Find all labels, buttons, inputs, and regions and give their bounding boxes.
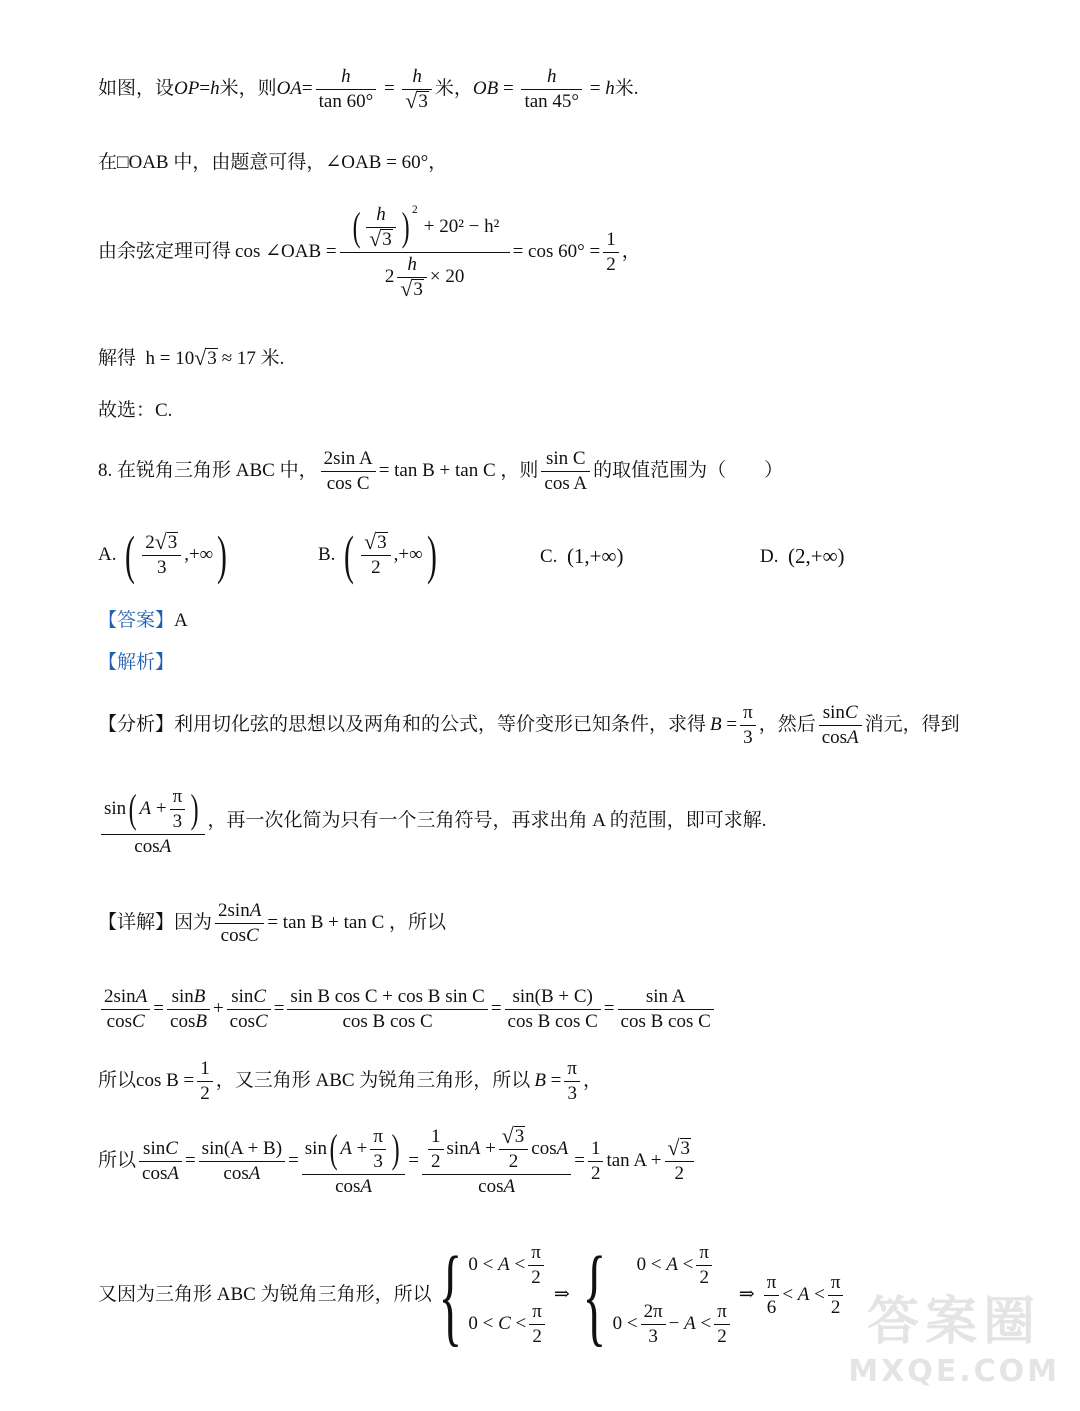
text: 因为	[174, 911, 213, 933]
math-var: OP	[174, 77, 200, 99]
watermark-en: MXQE.COM	[848, 1354, 1060, 1389]
math-expr: h = 10	[145, 348, 195, 369]
detail-label: 【详解】	[98, 911, 175, 933]
detail-equation-chain: 2sin A cos C = sin B cos B + sin C cos C = $\frac{\text{sin B cos C + cos B sin C}}{\text{cos B cos C}}$ = $\frac{\sin(B + C)}{\text{cos B cos C}}$ = $\frac{\text{sin A}}{\text{cos B cos C}}$	[98, 986, 717, 1033]
option-label: D.	[760, 545, 779, 567]
option-d[interactable]	[760, 544, 845, 569]
option-value: ,+∞	[184, 544, 214, 565]
detail-final-range: 又因为三角形 ABC 为锐角三角形，所以 { 0 < A < $\frac{\pi}{2}$ 0 < C < $\frac{\pi}{2}$ ⇒ { 0 < A < $\frac{\pi}{2}$ 0 < $\frac{2\pi}{3}$ − A < $\frac{\pi}{2}$ ⇒ $\frac{\pi}{6}$ < A < $\frac{\pi}{2}$	[98, 1236, 846, 1354]
option-c[interactable]	[540, 544, 624, 569]
text: 8. 在锐角三角形 ABC 中，	[98, 459, 318, 481]
math-expr: cos ∠OAB =	[235, 240, 337, 262]
text: 米，	[434, 77, 473, 99]
watermark-cn: 答案圈	[867, 1292, 1042, 1352]
text: ，再一次化简为只有一个三角符号，再求出角 A 的范围，即可求解.	[207, 810, 767, 832]
text: ，又三角形 ABC 为锐角三角形，所以	[215, 1069, 531, 1091]
analysis-tag: 【解析】	[98, 652, 175, 673]
detail-line-1: 【详解】 因为 2sin A cos C = tan B + tan C ，所以	[98, 900, 447, 946]
option-label: A.	[98, 544, 117, 565]
text: 的取值范围为（ ）	[593, 459, 784, 481]
option-value: (1,+∞)	[566, 544, 624, 568]
option-b[interactable]: B. ( √ 3 2 ,+∞ )	[318, 525, 437, 585]
line-solve-h: 解得 h = 10 √ 3 ≈ 17 米.	[98, 346, 285, 371]
fraction-h-tan45: $\frac{h}{\tan 45^\circ}$	[521, 66, 582, 113]
fraction-h-sqrt3: h √ 3	[402, 66, 432, 113]
text: 消元，得到	[864, 713, 960, 735]
fraction-one-half: $\frac{1}{2}$	[603, 229, 619, 276]
option-value: ,+∞	[393, 544, 423, 565]
text: = tan B + tan C ，所以	[267, 911, 447, 933]
math-op: =	[301, 77, 313, 99]
math-expr: ≈ 17 米.	[221, 348, 285, 369]
line-op-oa-ob: 如图，设 OP = h 米，则 OA = $\frac{h}{\tan 60^\circ}$ = h √ 3 米， OB = $\frac{h}{\tan 45^\circ}$ = h 米.	[98, 66, 639, 113]
answer-value: A	[174, 610, 188, 631]
text: 解得	[98, 348, 137, 369]
option-label: B.	[318, 544, 336, 565]
text: 米.	[614, 77, 639, 99]
math-var: OA	[276, 77, 302, 99]
analysis-label: 【分析】	[98, 713, 175, 735]
math-op: =	[199, 77, 211, 99]
text: 米，则	[219, 77, 277, 99]
math-expr: cos B =	[136, 1069, 195, 1091]
question-8	[98, 448, 783, 495]
text: 所以	[98, 1150, 137, 1172]
line-cosine-law: 由余弦定理可得 cos ∠OAB = ( h √ 3 ) $^2$ + 20² − h² 2 h √ 3 × 20 = cos 60° = $\frac{1}{2}$ ，	[98, 204, 641, 301]
option-label: C.	[540, 545, 558, 567]
text: 如图，设	[98, 77, 175, 99]
math-var: h	[210, 77, 220, 99]
option-a[interactable]: A. ( 2 √ 3 3 ,+∞ )	[98, 525, 228, 585]
math-var: OB	[472, 77, 499, 99]
text: 又因为三角形 ABC 为锐角三角形，所以	[98, 1283, 432, 1305]
fraction-sinC-cosA: $\frac{\text{sin C}}{\text{cos A}}$	[541, 448, 590, 495]
watermark-logo	[848, 1279, 1060, 1389]
math-expr: = cos 60° =	[512, 240, 601, 262]
line-choose-c: 故选：C.	[98, 400, 173, 421]
analysis-line-1: 【分析】 利用切化弦的思想以及两角和的公式，等价变形已知条件，求得 B = $\frac{\pi}{3}$ ，然后 sin C cos A 消元，得到	[98, 702, 960, 748]
fraction-2sinA-cosC: $\frac{\text{2sin A}}{\text{cos C}}$	[321, 448, 376, 495]
math-expr: tan A +	[606, 1150, 662, 1172]
detail-cos-b: 所以 cos B = $\frac{1}{2}$ ，又三角形 ABC 为锐角三角形，所以 B = $\frac{\pi}{3}$ ，	[98, 1058, 602, 1104]
line-angle-oab: 在□OAB 中，由题意可得，∠OAB = 60°，	[98, 152, 448, 173]
text: 所以	[98, 1069, 137, 1091]
detail-sinc-over-cosa: 所以 sin C cos A = sin(A + B) cos A = sin ( A + $\frac{\pi}{3}$ ) cos A = $\frac{1}{2}$ sin A + √ 3 2 cos A cos A = $\frac{1}{2}$ tan A + √ 3 2	[98, 1126, 697, 1198]
analysis-line-2	[98, 786, 766, 858]
text: 由余弦定理可得	[98, 240, 232, 262]
text: ，然后	[758, 713, 816, 735]
math-expr: = tan B + tan C ，则	[378, 459, 539, 481]
fraction-sin-a-pi3: sin ( A + $\frac{\pi}{3}$ ) cos A	[101, 786, 205, 858]
answer-tag: 【答案】	[98, 610, 175, 631]
answer-line	[98, 610, 188, 633]
math-expr: + 20² − h²	[423, 216, 500, 238]
option-value: (2,+∞)	[787, 544, 845, 568]
fraction-cosine-law: ( h √ 3 ) $^2$ + 20² − h² 2 h √ 3 × 20	[340, 204, 510, 300]
fraction-h-tan60: $\frac{h}{\tan 60^\circ}$	[316, 66, 377, 113]
text: 利用切化弦的思想以及两角和的公式，等价变形已知条件，求得	[174, 713, 707, 735]
